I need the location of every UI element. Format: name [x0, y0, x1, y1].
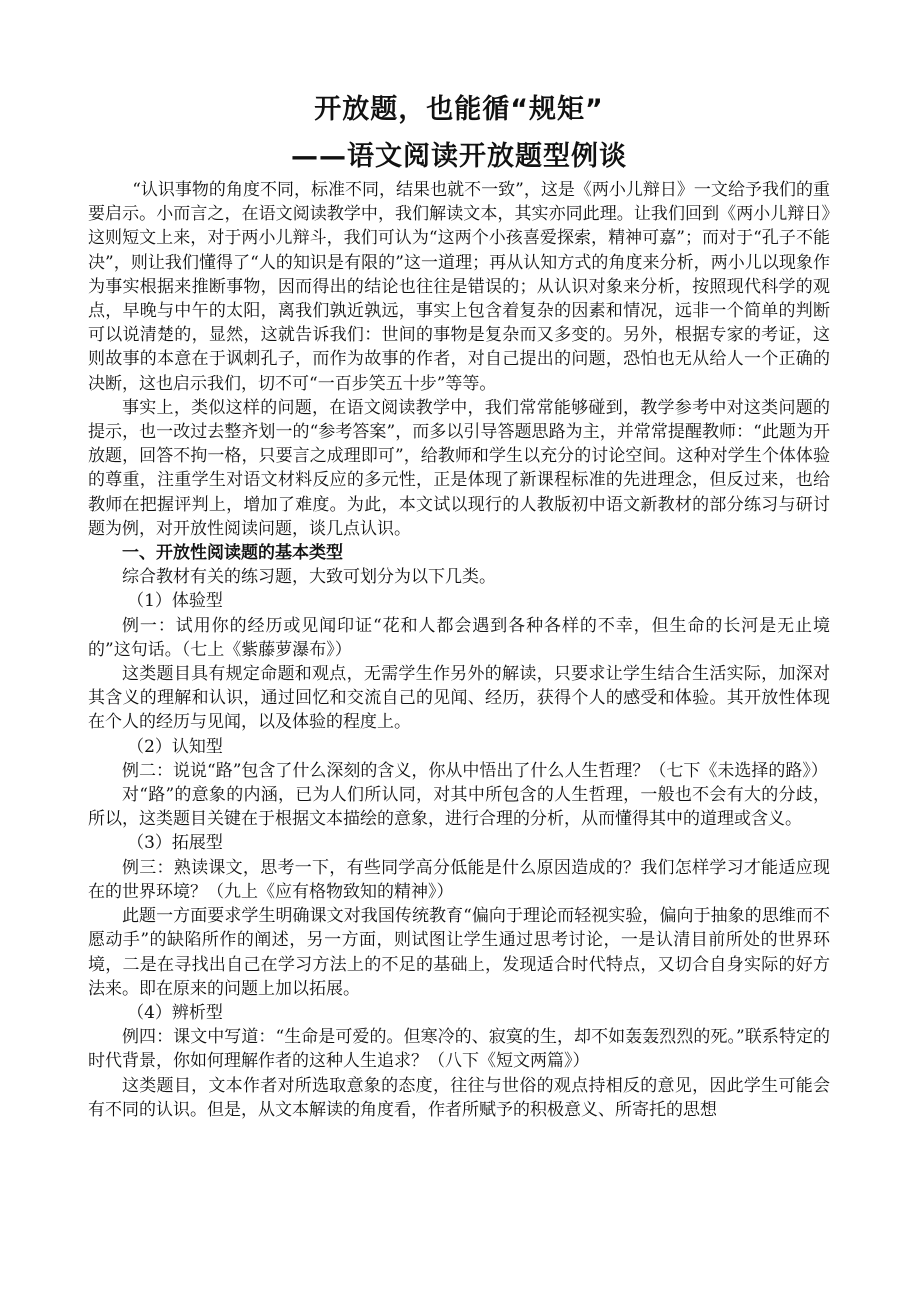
paragraph-example-4: 例四：课文中写道：“生命是可爱的。但寒冷的、寂寞的生，却不如轰轰烈烈的死。”联系特定的时代背景，你如何理解作者的这种人生追求？（八下《短文两篇》）: [88, 1027, 830, 1072]
subheading-cognitive: （2）认知型: [127, 736, 223, 757]
subheading-discrimination: （4）辨析型: [127, 1002, 223, 1023]
document-title: 开放题，也能循“规矩”: [314, 94, 604, 125]
document-page: [88, 92, 830, 1122]
paragraph-example-1: 例一：试用你的经历或见闻印证“花和人都会遇到各种各样的不幸，但生命的长河是无止境的”这句话。（七上《紫藤萝瀑布》）: [88, 615, 830, 660]
paragraph-analysis-2: 对“路”的意象的内涵，已为人们所认同，对其中所包含的人生哲理，一般也不会有大的分歧，所以，这类题目关键在于根据文本描绘的意象，进行合理的分析，从而懂得其中的道理或含义。: [88, 785, 830, 830]
paragraph-overview: 综合教材有关的练习题，大致可划分为以下几类。: [122, 567, 496, 588]
document-body: [88, 178, 830, 1122]
section-heading: 一、开放性阅读题的基本类型: [122, 543, 343, 564]
subheading-experience: （1）体验型: [127, 591, 223, 612]
paragraph-context: 事实上，类似这样的问题，在语文阅读教学中，我们常常能够碰到，教学参考中对这类问题的提示，也一改过去整齐划一的“参考答案”，而多以引导答题思路为主，并常常提醒教师：“此题为开放题，回答不拘一格，只要言之成理即可”，给教师和学生以充分的讨论空间。这种对学生个体体验的尊重，注重学生对语文材料反应的多元性，正是体现了新课程标准的先进理念，但反过来，也给教师在把握评判上，增加了难度。为此，本文试以现行的人教版初中语文新教材的部分练习与研讨题为例，对开放性阅读问题，谈几点认识。: [88, 397, 830, 539]
paragraph-intro: “认识事物的角度不同，标准不同，结果也就不一致”，这是《两小儿辩日》一文给予我们的重要启示。小而言之，在语文阅读教学中，我们解读文本，其实亦同此理。让我们回到《两小儿辩日》这则短文上来，对于两小儿辩斗，我们可认为“这两个小孩喜爱探索，精神可嘉”；而对于“孔子不能决”，则让我们懂得了“人的知识是有限的”这一道理；再从认知方式的角度来分析，两小儿以现象作为事实根据来推断事物，因而得出的结论也往往是错误的；从认识对象来分析，按照现代科学的观点，早晚与中午的太阳，离我们孰近孰远，事实上包含着复杂的因素和情况，远非一个简单的判断可以说清楚的，显然，这就告诉我们：世间的事物是复杂而又多变的。另外，根据专家的考证，这则故事的本意在于讽刺孔子，而作为故事的作者，对自己提出的问题，恐怕也无从给人一个正确的决断，这也启示我们，切不可“一百步笑五十步”等等。: [88, 180, 830, 394]
paragraph-analysis-4: 这类题目，文本作者对所选取意象的态度，往往与世俗的观点持相反的意见，因此学生可能会有不同的认识。但是，从文本解读的角度看，作者所赋予的积极意义、所寄托的思想: [88, 1075, 830, 1120]
document-subtitle: ——语文阅读开放题型例谈: [291, 141, 627, 172]
paragraph-example-3: 例三：熟读课文，思考一下，有些同学高分低能是什么原因造成的？我们怎样学习才能适应现在的世界环境？（九上《应有格物致知的精神》）: [88, 857, 830, 902]
paragraph-analysis-3: 此题一方面要求学生明确课文对我国传统教育“偏向于理论而轻视实验，偏向于抽象的思维而不愿动手”的缺陷所作的阐述，另一方面，则试图让学生通过思考讨论，一是认清目前所处的世界环境，二是在寻找出自己在学习方法上的不足的基础上，发现适合时代特点，又切合自身实际的好方法来。即在原来的问题上加以拓展。: [88, 906, 830, 999]
paragraph-analysis-1: 这类题目具有规定命题和观点，无需学生作另外的解读，只要求让学生结合生活实际，加深对其含义的理解和认识，通过回忆和交流自己的见闻、经历，获得个人的感受和体验。其开放性体现在个人的经历与见闻，以及体验的程度上。: [88, 664, 830, 733]
subheading-extension: （3）拓展型: [127, 833, 223, 854]
paragraph-example-2: 例二：说说“路”包含了什么深刻的含义，你从中悟出了什么人生哲理？（七下《未选择的路》）: [122, 760, 828, 781]
